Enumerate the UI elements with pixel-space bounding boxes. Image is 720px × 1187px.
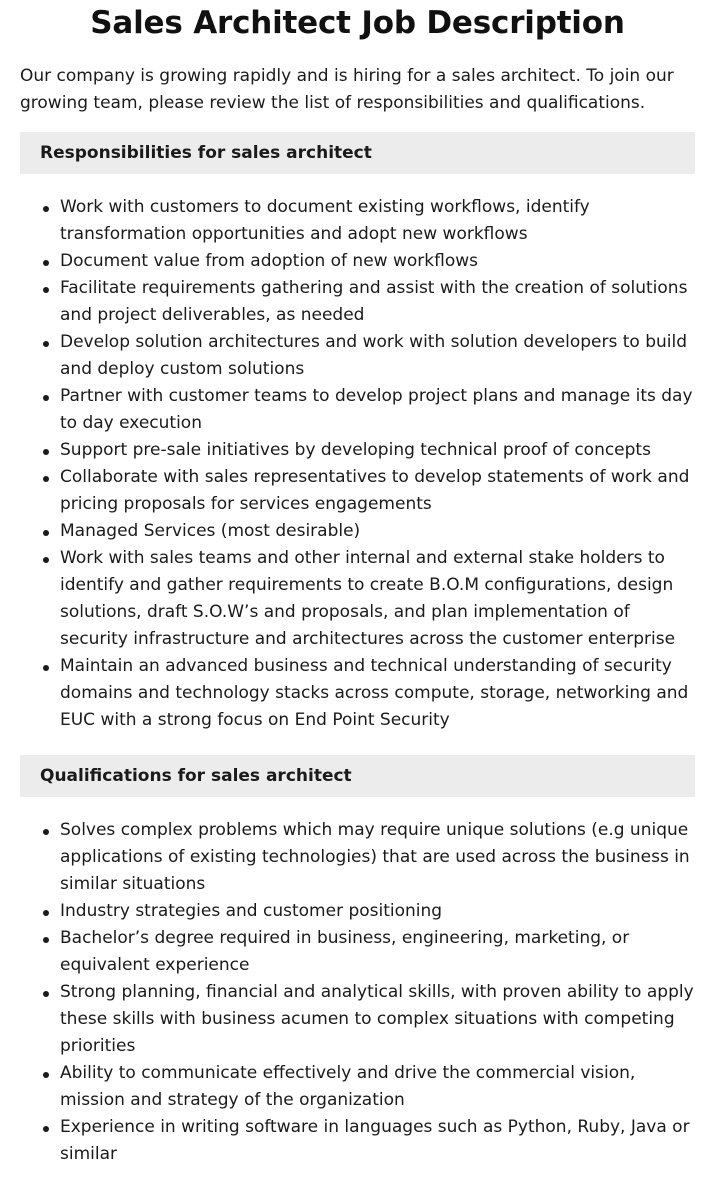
list-item: Managed Services (most desirable) xyxy=(60,518,695,545)
list-item: Maintain an advanced business and technical understanding of security domains and technology stacks across compute, storage, networking and EUC with a strong focus on End Point Security xyxy=(60,653,695,734)
list-item: Partner with customer teams to develop project plans and manage its day to day execution xyxy=(60,383,695,437)
list-item: Work with customers to document existing workflows, identify transformation opportunities and adopt new workflows xyxy=(60,194,695,248)
qualifications-heading: Qualifications for sales architect xyxy=(20,755,695,797)
list-item: Experience in writing software in languages such as Python, Ruby, Java or similar xyxy=(60,1114,695,1168)
list-item: Industry strategies and customer positioning xyxy=(60,898,695,925)
list-item: Bachelor’s degree required in business, engineering, marketing, or equivalent experience xyxy=(60,925,695,979)
list-item: Document value from adoption of new workflows xyxy=(60,248,695,275)
list-item: Collaborate with sales representatives to develop statements of work and pricing proposals for services engagements xyxy=(60,464,695,518)
list-item: Solves complex problems which may require unique solutions (e.g unique applications of existing technologies) that are used across the business in similar situations xyxy=(60,817,695,898)
list-item: Strong planning, financial and analytical skills, with proven ability to apply these skills with business acumen to complex situations with competing priorities xyxy=(60,979,695,1060)
list-item: Ability to communicate effectively and drive the commercial vision, mission and strategy of the organization xyxy=(60,1060,695,1114)
list-item: Develop solution architectures and work with solution developers to build and deploy custom solutions xyxy=(60,329,695,383)
list-item: Work with sales teams and other internal and external stake holders to identify and gather requirements to create B.O.M configurations, design solutions, draft S.O.W’s and proposals, and plan implementation of security infrastructure and architectures across the customer enterprise xyxy=(60,545,695,653)
responsibilities-list xyxy=(20,194,695,734)
page-title: Sales Architect Job Description xyxy=(90,5,625,41)
qualifications-list xyxy=(20,817,695,1168)
intro-paragraph: Our company is growing rapidly and is hiring for a sales architect. To join our growing team, please review the list of responsibilities and qualifications. xyxy=(20,66,674,113)
list-item: Facilitate requirements gathering and assist with the creation of solutions and project deliverables, as needed xyxy=(60,275,695,329)
list-item: Support pre-sale initiatives by developing technical proof of concepts xyxy=(60,437,695,464)
responsibilities-heading: Responsibilities for sales architect xyxy=(20,132,695,174)
